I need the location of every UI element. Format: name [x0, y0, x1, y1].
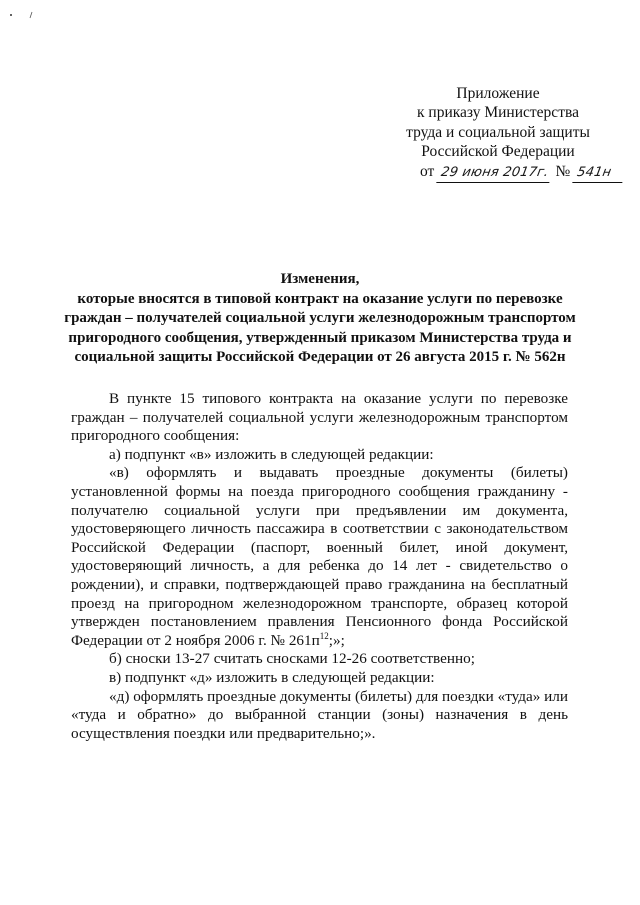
appendix-line-1: Приложение	[456, 85, 540, 102]
paragraph-item-a: а) подпункт «в» изложить в следующей редакции:	[109, 445, 434, 463]
handwritten-date: 29 июня 2017г.	[436, 163, 553, 183]
paragraph-item-v: в) подпункт «д» изложить в следующей редакции:	[109, 668, 435, 686]
appendix-date-line	[398, 162, 613, 183]
appendix-header	[398, 84, 613, 183]
title-line-4: пригородного сообщения, утвержденный приказом Министерства труда и	[68, 329, 572, 346]
paragraph-intro: В пункте 15 типового контракта на оказание услуги по перевозке граждан – получателей социальной услуги железнодорожным транспортом пригородного сообщения:	[71, 390, 568, 445]
number-prefix: №	[555, 162, 571, 180]
appendix-line-4: Российской Федерации	[421, 143, 575, 161]
handwritten-order-number: 541н	[572, 163, 626, 183]
title-line-2: которые вносятся в типовой контракт на оказание услуги по перевозке	[77, 290, 563, 307]
document-title	[50, 270, 590, 368]
scan-artifact-mark	[8, 10, 38, 20]
document-body	[71, 390, 568, 743]
title-line-1: Изменения,	[280, 271, 360, 287]
appendix-line-2: к приказу Министерства	[417, 104, 579, 122]
item-v-tail: ;»;	[328, 631, 345, 649]
footnote-ref-12: 12	[319, 630, 329, 641]
paragraph-item-b: б) сноски 13-27 считать сносками 12-26 соответственно;	[109, 650, 475, 668]
title-line-5: социальной защиты Российской Федерации от 26 августа 2015 г. № 562н	[74, 349, 566, 365]
date-prefix: от	[420, 162, 435, 180]
item-v-main: «в) оформлять и выдавать проездные документы (билеты) установленной формы на поезда пригородного сообщения гражданину - получателю социальной услуги при предъявлении им документа, удостоверяющего личность пассажира в соответствии с законодательством Российской Федерации (паспорт, военный билет, иной документ, удостоверяющий личность, а для ребенка до 14 лет - свидетельство о рождении), и справки, подтверждающей право гражданина на бесплатный проезд на пригородном железнодорожном транспорте, образец которой утвержден постановлением правления Пенсионного фонда Российской Федерации от 2 ноября 2006 г. № 261п	[71, 464, 568, 649]
paragraph-item-d-text: «д) оформлять проездные документы (билеты) для поездки «туда» или «туда и обратно» до выбранной станции (зоны) назначения в день осуществления поездки или предварительно;».	[71, 687, 568, 742]
appendix-line-3: труда и социальной защиты	[406, 123, 590, 141]
paragraph-item-v-text	[71, 464, 568, 650]
title-line-3: граждан – получателей социальной услуги железнодорожным транспортом	[64, 310, 576, 326]
